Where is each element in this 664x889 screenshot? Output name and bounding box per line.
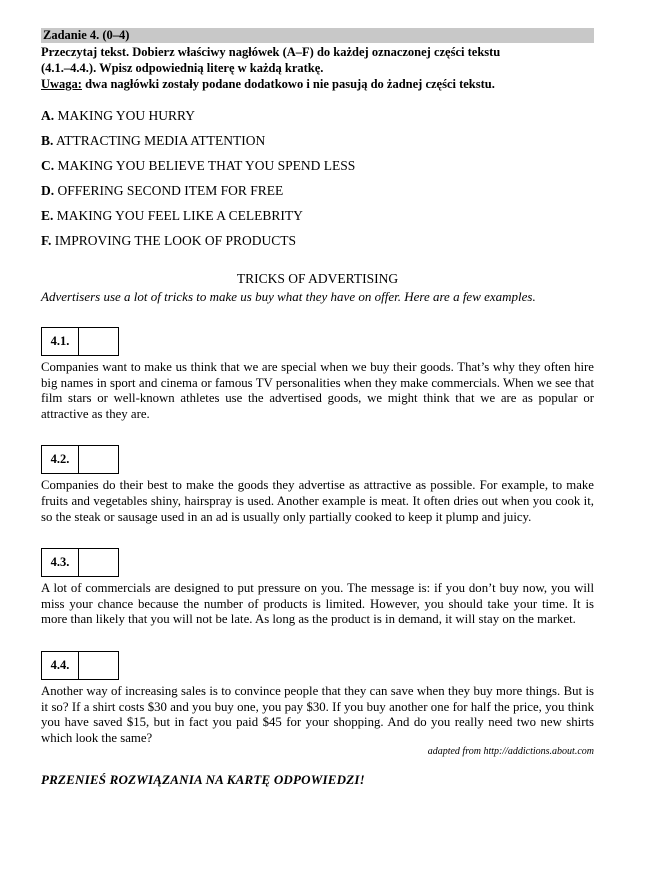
answer-cell[interactable] bbox=[79, 446, 118, 473]
source-citation: adapted from http://addictions.about.com bbox=[427, 746, 594, 758]
section-4-3 bbox=[41, 548, 594, 628]
note-text: dwa nagłówki zostały podane dodatkowo i nie pasują do żadnej części tekstu. bbox=[81, 77, 495, 91]
section-text: Another way of increasing sales is to convince people that they can save when they buy more things. But is it so? If a shirt costs $30 and you buy one, you pay $30. If you buy another one for half the price, you think you have saved $15, but in fact you paid $45 for your shopping. And do you really need two new shirts which look the same? bbox=[41, 683, 594, 745]
section-number: 4.2. bbox=[42, 446, 79, 473]
note-label: Uwaga: bbox=[41, 77, 82, 91]
section-text: Companies want to make us think that we are special when we buy their goods. That’s why they often hire big names in sport and cinema or famous TV personalities when they make commercials. When we see that film stars or well-known athletes use the advertised goods, we might think that we are as popular or attractive as they are. bbox=[41, 360, 594, 421]
answer-box-4-2 bbox=[41, 445, 119, 474]
option-e: E. MAKING YOU FEEL LIKE A CELEBRITY bbox=[41, 208, 303, 223]
section-4-4 bbox=[41, 651, 594, 746]
section-number: 4.3. bbox=[42, 549, 79, 576]
answer-cell[interactable] bbox=[79, 549, 118, 576]
section-4-1 bbox=[41, 327, 594, 422]
option-f: F. IMPROVING THE LOOK OF PRODUCTS bbox=[41, 233, 297, 248]
section-4-2 bbox=[41, 445, 594, 525]
section-text: Companies do their best to make the goods they advertise as attractive as possible. For example, to make fruits and vegetables shiny, hairspray is used. Another example is meat. It often dries out when you cook it, so the steak or sausage used in an ad is usually only partially cooked to keep it plump and juicy. bbox=[41, 478, 594, 524]
section-number: 4.1. bbox=[42, 328, 79, 355]
answer-box-4-3 bbox=[41, 548, 119, 577]
answer-cell[interactable] bbox=[79, 328, 118, 355]
transfer-answers-note: PRZENIEŚ ROZWIĄZANIA NA KARTĘ ODPOWIEDZI! bbox=[41, 772, 365, 788]
option-b: B. ATTRACTING MEDIA ATTENTION bbox=[41, 133, 266, 148]
task-instructions bbox=[41, 44, 594, 92]
option-d: D. OFFERING SECOND ITEM FOR FREE bbox=[41, 183, 284, 198]
answer-box-4-4 bbox=[41, 651, 119, 680]
exam-page bbox=[41, 28, 594, 788]
answer-box-4-1 bbox=[41, 327, 119, 356]
article-title: TRICKS OF ADVERTISING bbox=[236, 271, 399, 286]
section-text: A lot of commercials are designed to put pressure on you. The message is: if you don’t buy now, you will miss your chance because the number of products is limited. However, you should take your time. It is more than likely that you will not be late. As long as the product is in demand, it will stay on the market. bbox=[41, 581, 594, 627]
instruction-line-2: (4.1.–4.4.). Wpisz odpowiednią literę w każdą kratkę. bbox=[41, 61, 324, 75]
task-header: Zadanie 4. (0–4) bbox=[41, 28, 594, 43]
option-c: C. MAKING YOU BELIEVE THAT YOU SPEND LESS bbox=[41, 158, 356, 173]
section-number: 4.4. bbox=[42, 652, 79, 679]
instruction-line-1: Przeczytaj tekst. Dobierz właściwy nagłówek (A–F) do każdej oznaczonej części tekstu bbox=[41, 45, 501, 59]
option-a: A. MAKING YOU HURRY bbox=[41, 108, 196, 123]
article-intro: Advertisers use a lot of tricks to make us buy what they have on offer. Here are a few examples. bbox=[41, 289, 536, 304]
instruction-note bbox=[41, 76, 594, 92]
heading-options bbox=[41, 108, 594, 258]
answer-cell[interactable] bbox=[79, 652, 118, 679]
